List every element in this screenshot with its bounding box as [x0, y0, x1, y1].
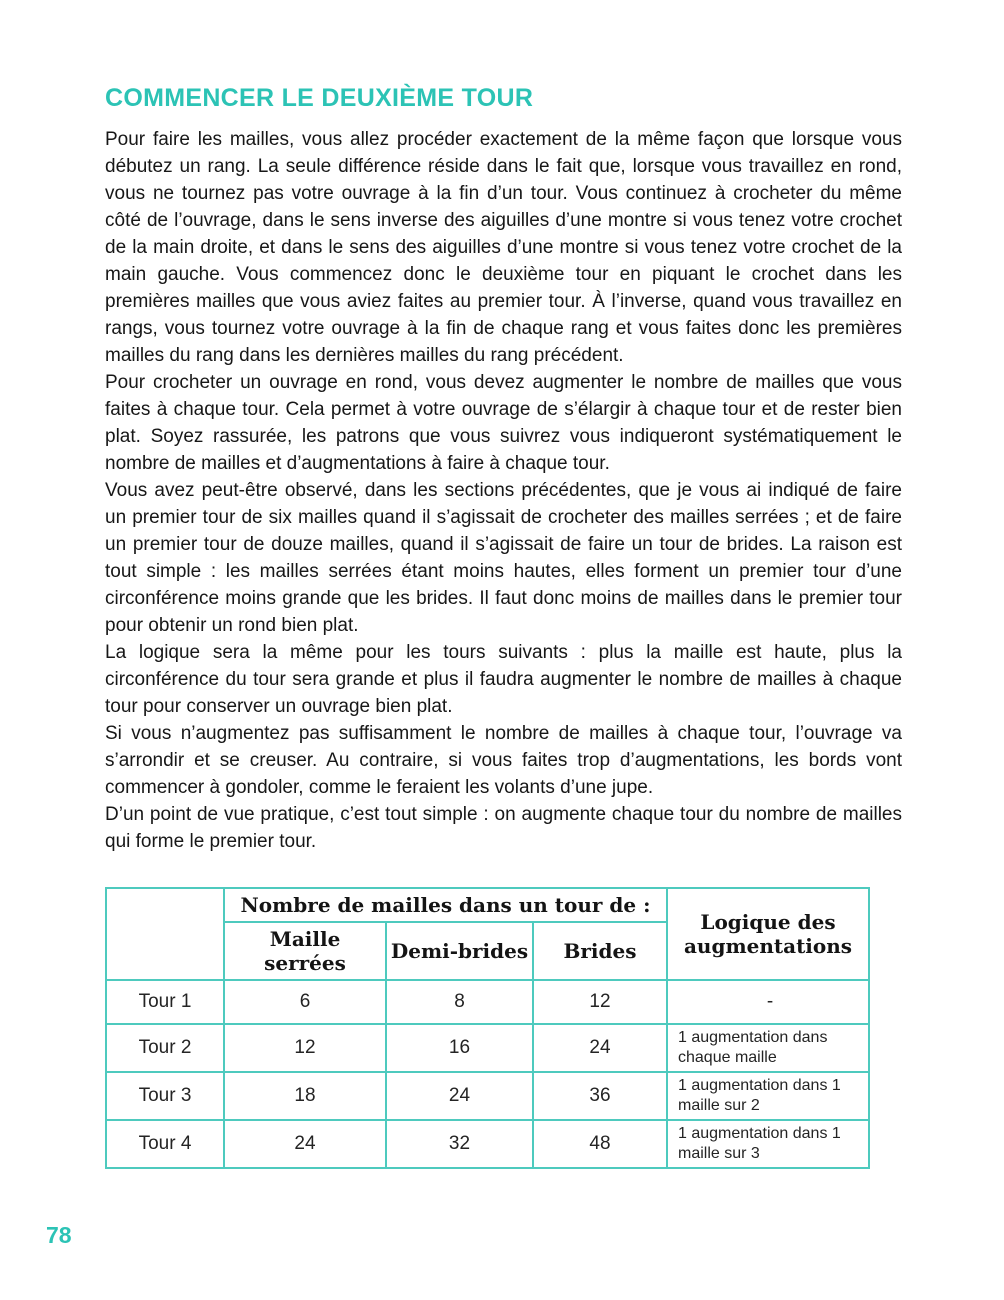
paragraph-4: La logique sera la même pour les tours suivants : plus la maille est haute, plus la circonférence du tour sera grande et plus il faudra augmenter le nombre de mailles à chaque tour pour conserver un ouvrage bien plat. [105, 642, 902, 717]
paragraph-3: Vous avez peut-être observé, dans les sections précédentes, que je vous ai indiqué de faire un premier tour de six mailles quand il s’agissait de crocheter des mailles serrées ; et de faire un premier tour de douze mailles, quand il s’agissait de faire un tour de brides. La raison est tout simple : les mailles serrées étant moins hautes, elles forment un premier tour d’une circonférence moins grande que les brides. Il faut donc moins de mailles dans le premier tour pour obtenir un rond bien plat. [105, 480, 902, 636]
cell-logic: - [667, 980, 869, 1024]
cell-value: 48 [533, 1120, 667, 1168]
stitch-count-table [105, 887, 870, 1169]
cell-value: 16 [386, 1024, 533, 1072]
cell-value: 18 [224, 1072, 386, 1120]
table-row-tour-2 [106, 1024, 869, 1072]
cell-value: 36 [533, 1072, 667, 1120]
cell-value: 8 [386, 980, 533, 1024]
cell-logic: 1 augmentation dans chaque maille [667, 1024, 869, 1072]
cell-value: 12 [224, 1024, 386, 1072]
cell-logic: 1 augmentation dans 1 maille sur 2 [667, 1072, 869, 1120]
paragraph-1: Pour faire les mailles, vous allez procéder exactement de la même façon que lorsque vous débutez un rang. La seule différence réside dans le fait que, lorsque vous travaillez en rond, vous ne tournez pas votre ouvrage à la fin d’un tour. Vous continuez à crocheter du même côté de l’ouvrage, dans le sens inverse des aiguilles d’une montre si vous tenez votre crochet de la main droite, et dans le sens des aiguilles d’une montre si vous tenez votre crochet de la main gauche. Vous commencez donc le deuxième tour en piquant le crochet dans les premières mailles que vous aviez faites au premier tour. À l’inverse, quand vous travaillez en rangs, vous tournez votre ouvrage à la fin de chaque rang et vous faites donc les premières mailles du rang dans les dernières mailles du rang précédent. [105, 129, 902, 366]
page-content [105, 84, 902, 1169]
body-text [105, 126, 902, 855]
section-heading: COMMENCER LE DEUXIÈME TOUR [105, 84, 534, 112]
cell-value: 24 [224, 1120, 386, 1168]
table-row-tour-1 [106, 980, 869, 1024]
column-header-demi-brides: Demi-brides [386, 922, 533, 980]
column-header-maille-serrees: Maille serrées [224, 922, 386, 980]
row-label: Tour 3 [106, 1072, 224, 1120]
page-number: 78 [46, 1222, 72, 1248]
table-row-tour-4 [106, 1120, 869, 1168]
cell-logic: 1 augmentation dans 1 maille sur 3 [667, 1120, 869, 1168]
cell-value: 32 [386, 1120, 533, 1168]
row-label: Tour 4 [106, 1120, 224, 1168]
cell-value: 6 [224, 980, 386, 1024]
cell-value: 12 [533, 980, 667, 1024]
table-corner-blank [106, 888, 224, 980]
table-group-header: Nombre de mailles dans un tour de : [224, 888, 667, 922]
table-row-tour-3 [106, 1072, 869, 1120]
paragraph-6: D’un point de vue pratique, c’est tout simple : on augmente chaque tour du nombre de mailles qui forme le premier tour. [105, 804, 902, 852]
row-label: Tour 2 [106, 1024, 224, 1072]
cell-value: 24 [533, 1024, 667, 1072]
column-header-brides: Brides [533, 922, 667, 980]
cell-value: 24 [386, 1072, 533, 1120]
table-header-row-1 [106, 888, 869, 922]
table-logic-header: Logique des augmentations [667, 888, 869, 980]
row-label: Tour 1 [106, 980, 224, 1024]
paragraph-5: Si vous n’augmentez pas suffisamment le nombre de mailles à chaque tour, l’ouvrage va s’arrondir et se creuser. Au contraire, si vous faites trop d’augmentations, les bords vont commencer à gondoler, comme le feraient les volants d’une jupe. [105, 723, 902, 798]
paragraph-2: Pour crocheter un ouvrage en rond, vous devez augmenter le nombre de mailles que vous faites à chaque tour. Cela permet à votre ouvrage de s’élargir à chaque tour et de rester bien plat. Soyez rassurée, les patrons que vous suivrez vous indiqueront systématiquement le nombre de mailles et d’augmentations à faire à chaque tour. [105, 372, 902, 474]
